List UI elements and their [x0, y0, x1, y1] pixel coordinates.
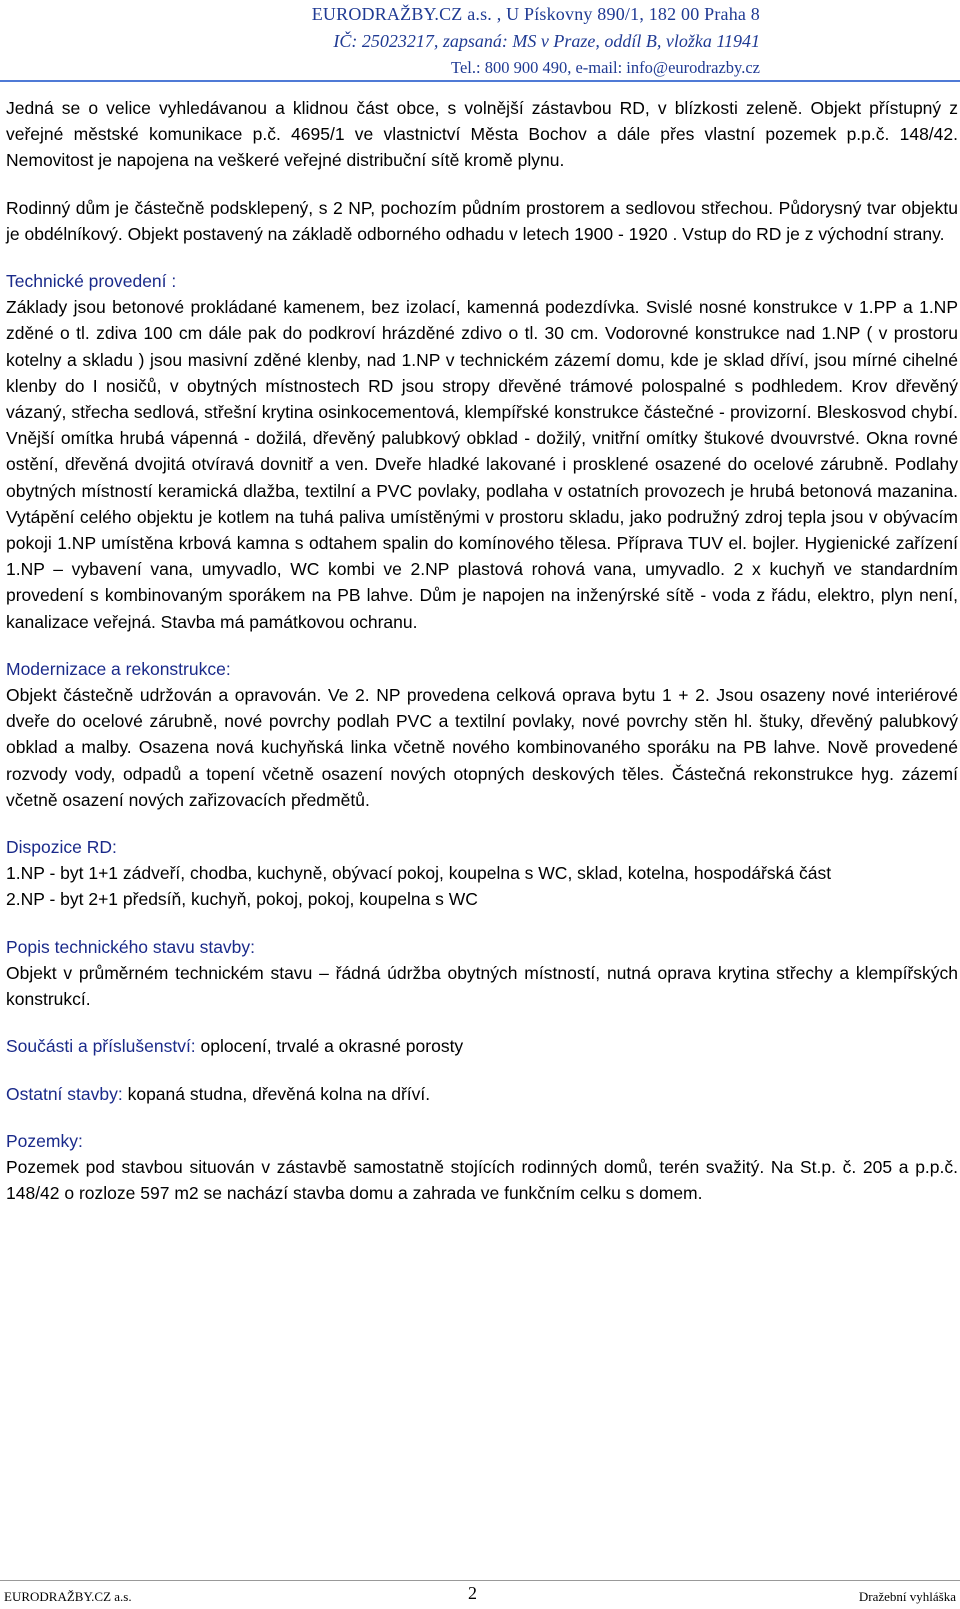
layout-heading: Dispozice RD: — [6, 837, 117, 858]
accessories-heading: Součásti a příslušenství: — [6, 1036, 196, 1057]
header-contact-line: Tel.: 800 900 490, e-mail: info@eurodrazby.cz — [451, 58, 760, 77]
page-header — [0, 0, 960, 84]
header-company-line: EURODRAŽBY.CZ a.s. , U Pískovny 890/1, 182 00 Praha 8 — [311, 4, 760, 24]
accessories-body: oplocení, trvalé a okrasné porosty — [195, 1036, 464, 1057]
page-footer — [0, 1580, 960, 1609]
footer-document-title: Dražební vyhláška — [858, 1589, 956, 1604]
condition-body: Objekt v průměrném technickém stavu – řádná údržba obytných místností, nutná oprava krytina střechy a klempířských konstrukcí. — [6, 962, 958, 1010]
modernization-section — [6, 656, 958, 813]
accessories-section — [6, 1033, 958, 1059]
condition-heading: Popis technického stavu stavby: — [6, 936, 256, 957]
modernization-body: Objekt částečně udržován a opravován. Ve 2. NP provedena celková oprava bytu 1 + 2. Jsou osazeny nové interiérové dveře do ocelové zárubně, nové povrchy podlah PVC a textilní povlaky, nové povrchy stěn hl. štuky, dřevěný palubkový obklad a malby. Osazena nová kuchyňská linka včetně nového kombinovaného sporáku na PB lahve. Nově provedené rozvody vody, odpadů a topení včetně osazení nových otopných deskových těles. Částečná rekonstrukce hyg. zázemí včetně osazení nových zařizovacích předmětů. — [6, 685, 958, 810]
layout-floor-1: 1.NP - byt 1+1 zádveří, chodba, kuchyně, obývací pokoj, koupelna s WC, sklad, kotelna, hospodářská část — [6, 863, 832, 884]
layout-floor-2: 2.NP - byt 2+1 předsíň, kuchyň, pokoj, pokoj, koupelna s WC — [6, 889, 478, 910]
modernization-heading: Modernizace a rekonstrukce: — [6, 658, 231, 679]
page-number: 2 — [468, 1583, 477, 1603]
technical-heading: Technické provedení : — [6, 271, 177, 292]
land-body: Pozemek pod stavbou situován v zástavbě samostatně stojících rodinných domů, terén svažitý. Na St.p. č. 205 a p.p.č. 148/42 o rozloze 597 m2 se nachází stavba domu a zahrada ve funkčním celku s domem. — [6, 1156, 958, 1204]
location-paragraph: Jedná se o velice vyhledávanou a klidnou část obce, s volnější zástavbou RD, v blízkosti zeleně. Objekt přístupný z veřejné městské komunikace p.č. 4695/1 ve vlastnictví Města Bochov a dále přes vlastní pozemek p.p.č. 148/42. Nemovitost je napojena na veškeré veřejné distribuční sítě kromě plynu. — [6, 98, 958, 171]
header-divider — [0, 80, 960, 82]
header-registration-line: IČ: 25023217, zapsaná: MS v Praze, oddíl B, vložka 11941 — [333, 31, 760, 51]
house-description-paragraph: Rodinný dům je částečně podsklepený, s 2 NP, pochozím půdním prostorem a sedlovou střechou. Půdorysný tvar objektu je obdélníkový. Objekt postavený na základě odborného odhadu v letech 1900 - 1920 . Vstup do RD je z východní strany. — [6, 197, 958, 244]
footer-company: EURODRAŽBY.CZ a.s. — [4, 1589, 132, 1604]
other-buildings-heading: Ostatní stavby: — [6, 1083, 123, 1104]
footer-divider — [0, 1580, 960, 1581]
condition-section — [6, 934, 958, 1013]
land-section — [6, 1128, 958, 1207]
other-buildings-section — [6, 1081, 958, 1107]
layout-section — [6, 834, 958, 913]
land-heading: Pozemky: — [6, 1130, 83, 1151]
technical-body: Základy jsou betonové prokládané kamenem, bez izolací, kamenná podezdívka. Svislé nosné konstrukce v 1.PP a 1.NP zděné o tl. zdiva 100 cm dále pak do podkroví hrázděné zdivo o tl. 30 cm. Vodorovné konstrukce nad 1.NP ( v prostoru kotelny a skladu ) jsou masivní zděné klenby, nad 1.NP v technickém zázemí domu, kde je sklad dříví, jsou mírné cihelné klenby do I nosičů, v obytných místnostech RD jsou stropy dřevěné trámové polospalné s podhledem. Krov dřevěný vázaný, střecha sedlová, střešní krytina osinkocementová, klempířské konstrukce částečné - provizorní. Bleskosvod chybí. Vnější omítka hrubá vápenná - dožilá, dřevěný palubkový obklad - dožilý, vnitřní omítky štukové dvouvrstvé. Okna rovné ostění, dřevěná dvojitá otvíravá dovnitř a ven. Dveře hladké lakované i prosklené osazené do ocelové zárubně. Podlahy obytných místností keramická dlažba, textilní a PVC povlaky, podlaha v ostatních provozech je hrubá betonová mazanina. Vytápění celého objektu je kotlem na tuhá paliva umístěnými v prostoru skladu, jako podružný zdroj tepla jsou v obývacím pokoji 1.NP umístěna krbová kamna s odtahem spalin do komínového tělesa. Příprava TUV el. bojler. Hygienické zařízení 1.NP – vybavení vana, umyvadlo, WC kombi ve 2.NP plastová rohová vana, umyvadlo. 2 x kuchyň ve standardním provedení s kombinovaným sporákem na PB lahve. Dům je napojen na inženýrské sítě - voda z řádu, elektro, plyn není, kanalizace veřejná. Stavba má památkovou ochranu. — [6, 297, 958, 632]
technical-section — [6, 268, 958, 635]
other-buildings-body: kopaná studna, dřevěná kolna na dříví. — [122, 1083, 431, 1104]
document-body — [6, 95, 958, 1206]
